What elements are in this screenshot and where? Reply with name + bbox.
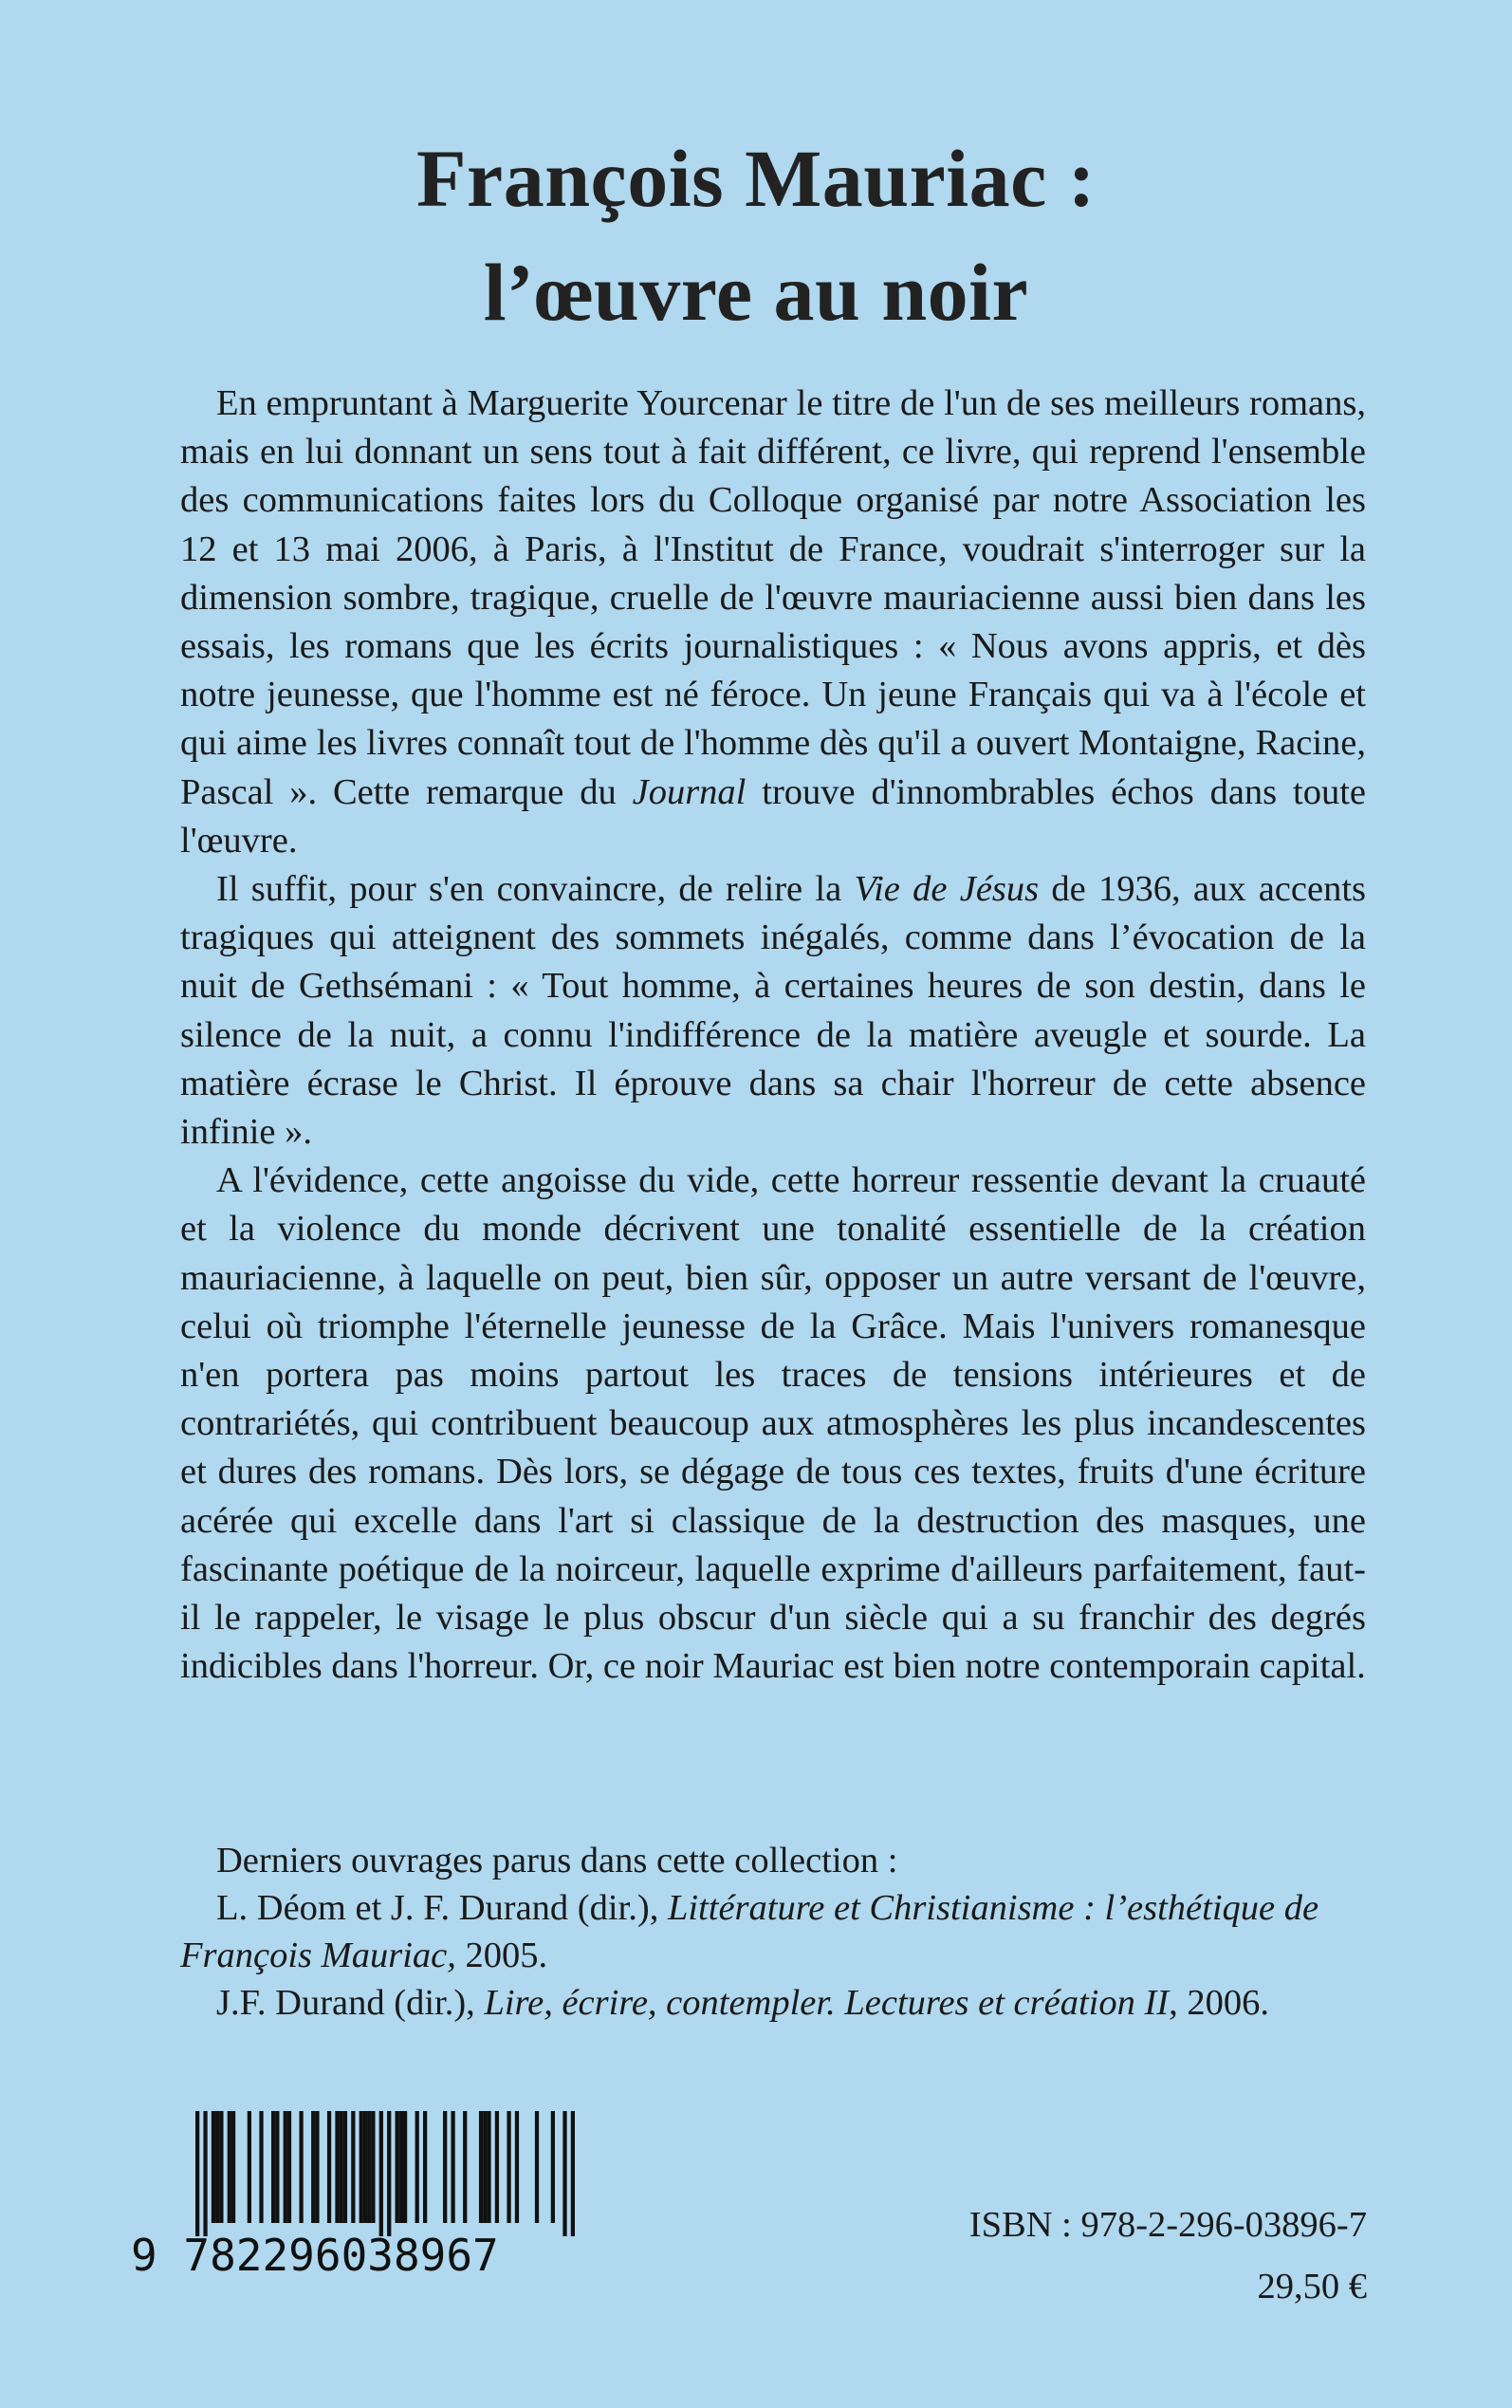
barcode-bar	[507, 2111, 510, 2223]
entry-2-year: , 2006.	[1169, 1983, 1269, 2023]
barcode-bar	[495, 2111, 499, 2223]
paragraph-1-text-end: trouve d'innombrables échos dans toute l'œuvre.	[180, 771, 1366, 861]
entry-2-authors: J.F. Durand (dir.),	[216, 1983, 485, 2023]
barcode-guard-bar	[203, 2111, 207, 2236]
barcode-group-2: 038967	[341, 2230, 499, 2281]
paragraph-1-text: En empruntant à Marguerite Yourcenar le titre de l'un de ses meilleurs romans, mais en lui donnant un sens tout à fait différent, ce livre, qui reprend l'ensemble des communications faites lors du Colloque organisé par notre Association les 12 et 13 mai 2006, à Paris, à l'Institut de France, voudrait s'interroger sur la dimension sombre, tragique, cruelle de l'œuvre mauriacienne aussi bien dans les essais, les romans que les écrits journalistiques : « Nous avons appris, et dès notre jeunesse, que l'homme est né féroce. Un jeune Français qui va à l'école et qui aime les livres connaît tout de l'homme dès qu'il a ouvert Montaigne, Racine, Pascal ». Cette remarque du	[180, 383, 1366, 812]
title-line-2: l’œuvre au noir	[483, 247, 1029, 338]
barcode-bar	[231, 2111, 235, 2223]
paragraph-2-text-end: de 1936, aux accents tragiques qui atteignent des sommets inégalés, comme dans l’évocation de la nuit de Gethsémani : « Tout homme, à certaines heures de son destin, dans le silence de la nuit, a connu l'indifférence de la matière aveugle et sourde. La matière écrase le Christ. Il éprouve dans sa chair l'horreur de cette absence infinie ».	[180, 869, 1367, 1153]
barcode-bar	[228, 2111, 231, 2223]
barcode-bar	[451, 2111, 454, 2223]
barcode-group-1: 782296	[183, 2230, 341, 2281]
barcode-bar	[315, 2111, 319, 2223]
paragraph-1	[180, 380, 1366, 865]
bibliography-entry-1	[180, 1884, 1366, 1979]
entry-2-title: Lire, écrire, contempler. Lectures et création II	[484, 1983, 1170, 2023]
barcode	[131, 2111, 596, 2281]
barcode-bar	[327, 2111, 331, 2223]
barcode-bar	[284, 2111, 287, 2223]
barcode-bar	[423, 2111, 427, 2223]
barcode-bars	[195, 2111, 575, 2236]
bibliography-heading: Derniers ouvrages parus dans cette collection :	[216, 1841, 898, 1880]
barcode-bar	[463, 2111, 467, 2223]
barcode-bar	[212, 2111, 215, 2223]
entry-1-authors: L. Déom et J. F. Durand (dir.),	[216, 1888, 668, 1928]
barcode-bar	[399, 2111, 403, 2223]
barcode-bar	[483, 2111, 487, 2223]
barcode-bar	[371, 2111, 375, 2223]
barcode-bar	[275, 2111, 279, 2223]
barcode-bar	[311, 2111, 315, 2223]
barcode-bar	[443, 2111, 447, 2223]
vie-de-jesus-title: Vie de Jésus	[854, 869, 1040, 910]
entry-1-year: 2005.	[455, 1936, 548, 1975]
isbn-label: ISBN : 978-2-296-03896-7	[968, 2205, 1367, 2245]
book-title	[0, 121, 1512, 349]
barcode-digits	[131, 2230, 596, 2281]
barcode-bar	[367, 2111, 371, 2223]
barcode-bar	[287, 2111, 291, 2223]
barcode-bar	[360, 2111, 363, 2223]
barcode-guard-bar	[379, 2111, 383, 2236]
barcode-bar	[248, 2111, 251, 2223]
barcode-bar	[219, 2111, 223, 2223]
barcode-guard-bar	[387, 2111, 391, 2236]
title-line-1: François Mauriac :	[416, 133, 1096, 224]
price-label: 29,50 €	[1257, 2267, 1367, 2306]
barcode-bar	[535, 2111, 539, 2223]
barcode-bar	[363, 2111, 367, 2223]
barcode-bar	[271, 2111, 275, 2223]
bibliography	[180, 1837, 1366, 2027]
barcode-bar	[551, 2111, 555, 2223]
barcode-first-digit: 9	[131, 2230, 157, 2281]
bibliography-entry-2	[180, 1979, 1366, 2027]
barcode-bar	[403, 2111, 407, 2223]
barcode-bar	[487, 2111, 490, 2223]
barcode-bar	[340, 2111, 343, 2223]
barcode-bar	[299, 2111, 303, 2223]
barcode-guard-bar	[195, 2111, 199, 2236]
entry-1-title: Littérature et Christianisme : l’esthétique de François Mauriac,	[180, 1888, 1319, 1975]
barcode-bar	[259, 2111, 263, 2223]
paragraph-2	[180, 865, 1366, 1157]
barcode-bar	[396, 2111, 399, 2223]
barcode-guard-bar	[562, 2111, 566, 2236]
barcode-bar	[343, 2111, 347, 2223]
barcode-bar	[335, 2111, 339, 2223]
barcode-bar	[515, 2111, 519, 2223]
paragraph-2-text: Il suffit, pour s'en convaincre, de relire la	[216, 869, 855, 910]
barcode-bar	[351, 2111, 355, 2223]
barcode-bar	[415, 2111, 419, 2223]
summary-text	[180, 380, 1366, 1691]
barcode-bar	[215, 2111, 219, 2223]
journal-title: Journal	[632, 771, 747, 812]
paragraph-3: A l'évidence, cette angoisse du vide, cette horreur ressentie devant la cruauté et la violence du monde décrivent une tonalité essentielle de la création mauriacienne, à laquelle on peut, bien sûr, opposer un autre versant de l'œuvre, celui où triomphe l'éternelle jeunesse de la Grâce. Mais l'univers romanesque n'en portera pas moins partout les traces de tensions intérieures et de contrariétés, qui contribuent beaucoup aux atmosphères les plus incandescentes et dures des romans. Dès lors, se dégage de tous ces textes, fruits d'une écriture acérée qui excelle dans l'art si classique de la destruction des masques, une fascinante poétique de la noirceur, laquelle exprime d'ailleurs parfaitement, faut-il le rappeler, le visage le plus obscur d'un siècle qui a su franchir des degrés indicibles dans l'horreur. Or, ce noir Mauriac est bien notre contemporain capital.	[180, 1160, 1366, 1687]
barcode-guard-bar	[571, 2111, 575, 2236]
barcode-bar	[479, 2111, 483, 2223]
